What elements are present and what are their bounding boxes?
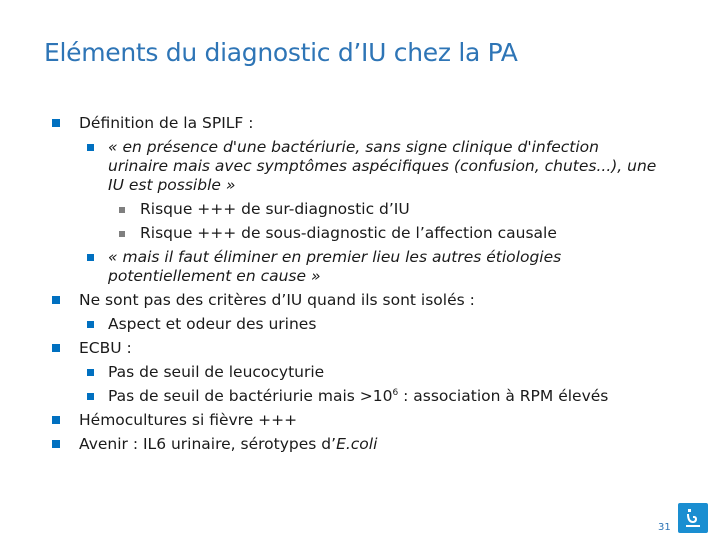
item-leucocyturia: Pas de seuil de leucocyturie <box>108 363 325 381</box>
item-definition-quote-line2: urinaire mais avec symptômes aspécifiques (confusion, chutes...), une <box>108 157 657 175</box>
bullet-icon <box>52 296 60 304</box>
slide-title: Eléments du diagnostic d’IU chez la PA <box>44 38 518 67</box>
bullet-icon <box>87 393 94 400</box>
bullet-icon <box>87 144 94 151</box>
bullet-icon <box>87 369 94 376</box>
item-definition-quote-line1: « en présence d'une bactériurie, sans signe clinique d'infection <box>108 138 599 156</box>
item-blood-cultures: Hémocultures si fièvre +++ <box>79 411 298 429</box>
item-ecbu: ECBU : <box>79 339 132 357</box>
bullet-icon <box>119 231 125 237</box>
bullet-icon <box>52 440 60 448</box>
item-bacteriuria <box>108 387 608 406</box>
bullet-icon <box>119 207 125 213</box>
item-eliminate-line2: potentiellement en cause » <box>108 267 321 285</box>
item-definition-quote-line3: IU est possible » <box>108 176 236 194</box>
medical-logo-icon <box>678 503 708 533</box>
bullet-icon <box>87 254 94 261</box>
item-aspect-odor: Aspect et odeur des urines <box>108 315 317 333</box>
item-eliminate-line1: « mais il faut éliminer en premier lieu les autres étiologies <box>108 248 562 266</box>
item-risk-underdiagnosis: Risque +++ de sous-diagnostic de l’affection causale <box>140 224 557 242</box>
bullet-icon <box>52 119 60 127</box>
ecoli-text: E.coli <box>336 435 378 453</box>
item-risk-overdiagnosis: Risque +++ de sur-diagnostic d’IU <box>140 200 410 218</box>
page-number: 31 <box>658 522 671 533</box>
bullet-icon <box>87 321 94 328</box>
item-not-criteria: Ne sont pas des critères d’IU quand ils sont isolés : <box>79 291 475 309</box>
bacteriuria-text: Pas de seuil de bactériurie mais >10 <box>108 387 393 405</box>
bullet-icon <box>52 344 60 352</box>
exponent: 6 <box>392 387 399 398</box>
future-text: Avenir : IL6 urinaire, sérotypes d’ <box>79 435 337 453</box>
bullet-icon <box>52 416 60 424</box>
item-future <box>79 435 377 454</box>
bacteriuria-text-end: : association à RPM élevés <box>398 387 609 405</box>
item-definition: Définition de la SPILF : <box>79 114 254 132</box>
